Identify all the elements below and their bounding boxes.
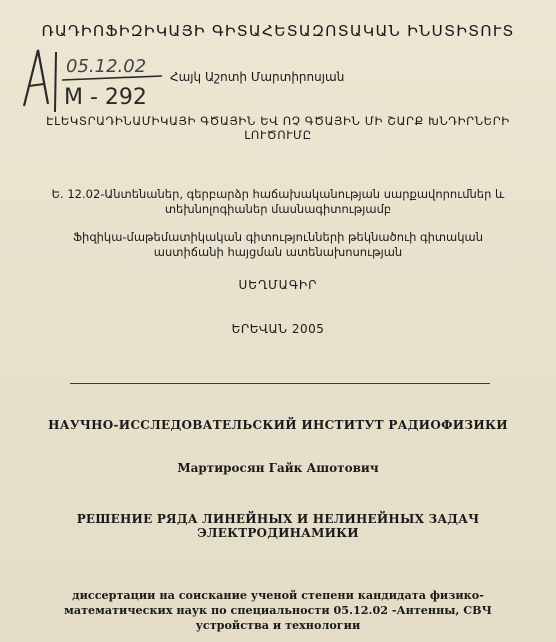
armenian-institute-name: ՌԱԴԻՈՖԻԶԻԿԱՅԻ ԳԻՏԱՀԵՏԱԶՈՏԱԿԱՆ ԻՆՍՏԻՏՈՒՏ bbox=[41, 22, 515, 40]
armenian-specialty-line1: Ե. 12.02-Անտենաներ, գերբարձր հաճախականության սարքավորումներ և bbox=[51, 187, 505, 201]
armenian-title-line2: ԼՈՒԾՈՒՄԸ bbox=[244, 128, 312, 142]
russian-degree-line2: математических наук по специальности 05.12.02 -Антенны, СВЧ bbox=[64, 603, 492, 617]
handwritten-code-line1: 05.12.02 bbox=[66, 56, 147, 77]
armenian-abstract-label: ՍԵՂՄԱԳԻՐ bbox=[238, 278, 318, 292]
armenian-author-name: Հայկ Աշոտի Մարտիրոսյան bbox=[170, 70, 345, 84]
russian-degree-line1: диссертации на соискание ученой степени кандидата физико- bbox=[72, 588, 484, 602]
armenian-degree-line2: աստիճանի հայցման ատենախոսության bbox=[153, 245, 403, 259]
handwritten-code-line2: M - 292 bbox=[64, 85, 147, 110]
armenian-specialty-line2: տեխնոլոգիաներ մասնագիտությամբ bbox=[164, 202, 392, 216]
russian-institute-name: НАУЧНО-ИССЛЕДОВАТЕЛЬСКИЙ ИНСТИТУТ РАДИОФИЗИКИ bbox=[48, 418, 508, 432]
russian-author-name: Мартиросян Гайк Ашотович bbox=[177, 461, 379, 475]
russian-title-line1: РЕШЕНИЕ РЯДА ЛИНЕЙНЫХ И НЕЛИНЕЙНЫХ ЗАДАЧ bbox=[76, 512, 480, 526]
section-divider bbox=[70, 383, 490, 384]
russian-title-line2: ЭЛЕКТРОДИНАМИКИ bbox=[197, 526, 359, 540]
armenian-degree-line1: Ֆիզիկա-մաթեմատիկական գիտությունների թեկնածուի գիտական bbox=[72, 230, 484, 244]
armenian-title-line1: ԷԼԵԿՏՐԱԴԻՆԱՄԻԿԱՅԻ ԳԾԱՅԻՆ ԵՎ ՈՉ ԳԾԱՅԻՆ ՄԻ ՇԱՐՔ ԽՆԴԻՐՆԵՐԻ bbox=[46, 114, 510, 128]
russian-degree-line3: устройства и технологии bbox=[195, 618, 361, 632]
armenian-city-year: ԵՐԵՎԱՆ 2005 bbox=[231, 322, 325, 336]
